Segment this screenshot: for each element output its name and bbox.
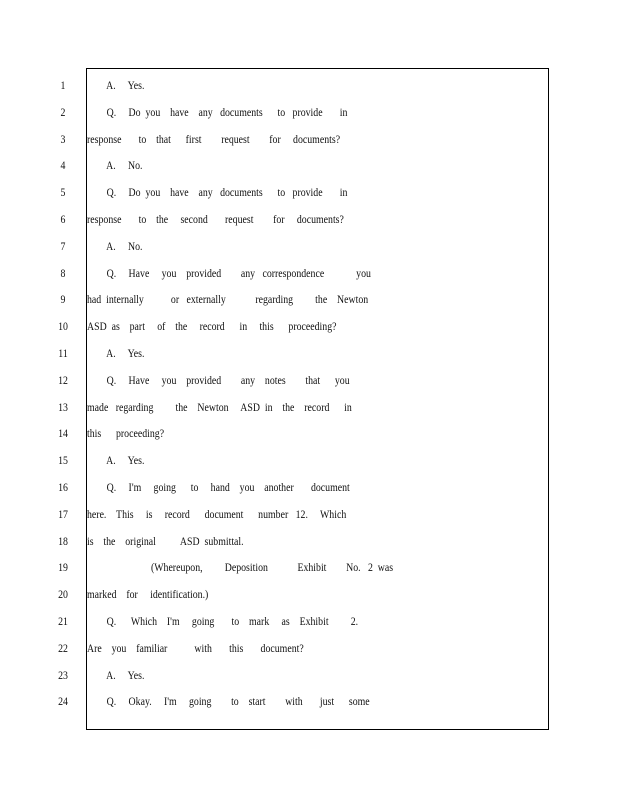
line-number: 5: [60, 185, 66, 200]
line-text: Q. I'm going to hand you another document: [87, 480, 350, 494]
line-number: 7: [60, 238, 66, 253]
line-text: A. Yes.: [87, 346, 145, 360]
line-text: marked for identification.): [87, 587, 209, 602]
line-number: 19: [58, 560, 68, 575]
line-number: 22: [58, 640, 68, 655]
line-number: 12: [58, 372, 68, 387]
line-number: 9: [60, 292, 66, 307]
line-text: A. No.: [87, 158, 143, 173]
line-text: response to that first request for documents?: [87, 131, 341, 146]
line-text: ASD as part of the record in this proceeding?: [87, 319, 337, 334]
line-number: 4: [60, 158, 66, 173]
line-text: Are you familiar with this document?: [87, 640, 304, 655]
line-text: Q. Which I'm going to mark as Exhibit 2.: [87, 614, 359, 628]
line-number: 17: [58, 506, 68, 521]
line-text: response to the second request for documents?: [87, 212, 344, 226]
line-number: 16: [58, 480, 68, 494]
line-number: 23: [58, 667, 68, 682]
line-number: 14: [58, 426, 68, 441]
line-text: A. Yes.: [87, 453, 145, 468]
line-number: 1: [60, 78, 66, 92]
line-number: 8: [60, 265, 66, 280]
line-text: A. Yes.: [87, 78, 145, 92]
line-number: 24: [58, 694, 68, 709]
line-text: Q. Okay. I'm going to start with just some: [87, 694, 370, 709]
line-text: had internally or externally regarding the Newton: [87, 292, 369, 307]
line-number: 11: [58, 346, 68, 360]
line-number: 13: [58, 399, 68, 414]
line-text: A. Yes.: [87, 667, 145, 682]
line-number: 15: [58, 453, 68, 468]
line-number: 6: [60, 212, 66, 226]
line-text: Q. Have you provided any notes that you: [87, 372, 350, 387]
line-number: 10: [58, 319, 68, 334]
line-text: made regarding the Newton ASD in the record in: [87, 399, 352, 414]
line-text: this proceeding?: [87, 426, 165, 441]
line-text: Q. Do you have any documents to provide in: [87, 185, 348, 200]
line-text: A. No.: [87, 238, 143, 253]
line-text: here. This is record document number 12. Which: [87, 506, 347, 521]
line-number: 21: [58, 614, 68, 628]
line-number: 18: [58, 533, 68, 548]
line-text: (Whereupon, Deposition Exhibit No. 2 was: [87, 560, 394, 575]
line-text: Q. Have you provided any correspondence you: [87, 265, 371, 280]
line-text: is the original ASD submittal.: [87, 533, 244, 548]
line-number: 2: [60, 104, 66, 119]
line-number: 20: [58, 587, 68, 602]
line-text: Q. Do you have any documents to provide in: [87, 104, 348, 119]
line-number: 3: [60, 131, 66, 146]
